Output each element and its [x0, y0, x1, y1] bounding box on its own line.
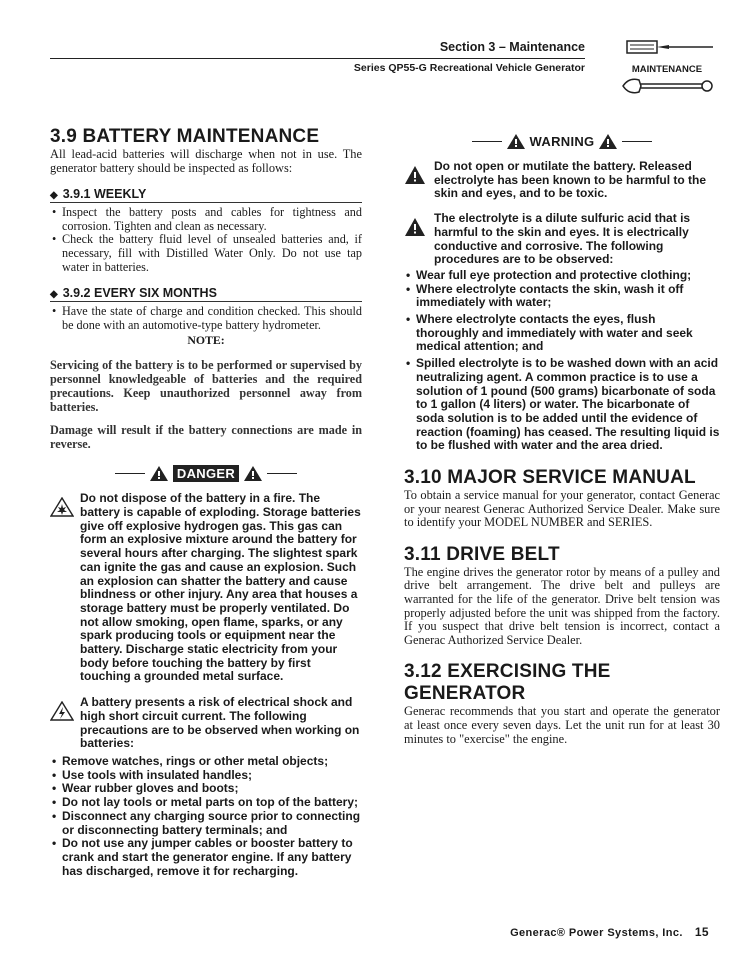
note-text-2: Damage will result if the battery connections are made in reverse. [50, 423, 362, 452]
warning-block-2 [404, 212, 720, 267]
exercise-text: Generac recommends that you start and operate the generator at least once every seven days. Let the unit run for at least 30 minutes to "exercise" the engine. [404, 704, 720, 746]
wrench-icon [617, 75, 717, 97]
explosion-hazard-icon [50, 497, 74, 517]
note-text-1: Servicing of the battery is to be performed or supervised by personnel knowledgeable of batteries and the required precautions. Keep unauthorized personnel away from batteries. [50, 358, 362, 415]
left-column [50, 126, 362, 878]
tab-label: MAINTENANCE [631, 64, 703, 75]
warning-label: WARNING [529, 134, 595, 149]
battery-intro: All lead-acid batteries will discharge when not in use. The generator battery should be inspected as follows: [50, 147, 362, 175]
exercising-heading: 3.12 EXERCISING THE GENERATOR [404, 661, 611, 705]
list-item: • Remove watches, rings or other metal objects; [50, 755, 362, 769]
list-item: • Inspect the battery posts and cables for tightness and corrosion. Tighten and clean as necessary. [50, 206, 362, 233]
six-months-heading: ◆ 3.9.2 EVERY SIX MONTHS [50, 286, 362, 302]
list-item: • Check the battery fluid level of unsealed batteries and, if necessary, fill with Distilled Water Only. Do not use tap water in batteries. [50, 233, 362, 274]
series-title: Series QP55-G Recreational Vehicle Generator [353, 62, 585, 74]
electric-shock-icon [50, 701, 74, 721]
danger-precautions-list [50, 755, 362, 878]
warning-procedures-list [404, 269, 720, 453]
warning-triangle-icon [598, 133, 618, 150]
company-name: Generac® Power Systems, Inc. [510, 927, 683, 939]
list-item: • Use tools with insulated handles; [50, 769, 362, 783]
section-title: Section 3 – Maintenance [50, 40, 585, 59]
warning-banner [404, 133, 720, 150]
belt-text: The engine drives the generator rotor by means of a pulley and drive belt arrangement. The drive belt and pulleys are warranted for the life of the generator. Drive belt tension was properly adjusted before the unit was shipped from the factory. If you suspect that drive belt tension is incorrect, contact a Generac Authorized Service Dealer. [404, 564, 720, 647]
danger-text-2: A battery presents a risk of electrical shock and high short circuit current. The following precautions are to be observed when working on batteries: [80, 695, 360, 751]
maintenance-tab [612, 37, 722, 102]
diamond-icon: ◆ [50, 190, 58, 202]
list-item: • Disconnect any charging source prior to connecting or disconnecting battery terminals; and [50, 810, 362, 837]
wrench-icon [617, 37, 717, 57]
list-item: • Do not lay tools or metal parts on top of the battery; [50, 796, 362, 810]
diamond-icon: ◆ [50, 289, 58, 301]
list-item: • Spilled electrolyte is to be washed down with an acid neutralizing agent. A common practice is to use a solution of 1 pound (500 grams) bicarbonate of soda to 1 gallon (4 liters) or water. The bicarbonate of soda solution is to be added until the evidence of reaction (foaming) has ceased. The resulting liquid is to be flushed with water and the area dried. [404, 357, 720, 453]
drive-belt-heading: 3.11 DRIVE BELT [404, 543, 560, 565]
danger-label: DANGER [173, 465, 239, 482]
list-item: • Have the state of charge and condition checked. This should be done with an automotive-type battery hydrometer. [50, 305, 362, 332]
note-title: NOTE: [187, 333, 225, 348]
weekly-heading: ◆ 3.9.1 WEEKLY [50, 187, 362, 203]
warning-triangle-icon [404, 217, 426, 237]
list-item: • Wear rubber gloves and boots; [50, 782, 362, 796]
list-item: • Wear full eye protection and protective clothing; [404, 269, 720, 283]
danger-banner [50, 465, 362, 482]
list-item: • Where electrolyte contacts the eyes, flush thoroughly and immediately with water and seek medical attention; and [404, 313, 720, 354]
warning-text-2: The electrolyte is a dilute sulfuric acid that is harmful to the skin and eyes. It is electrically conductive and corrosive. The following procedures are to be observed: [434, 211, 691, 267]
weekly-list [50, 206, 362, 274]
page-footer [510, 925, 709, 939]
danger-text-1: Do not dispose of the battery in a fire. The battery is capable of exploding. Storage batteries give off explosive hydrogen gas. This gas can form an explosive mixture around the battery for several hours after charging. The slightest spark can ignite the gas and cause an explosion. Such an explosion can shatter the battery and cause blindness or other injury. Any area that houses a storage battery must be properly ventilated. Do not allow smoking, open flame, sparks, or any spark producing tools or equipment near the battery. Discharge static electricity from your body before touching the battery by first touching a grounded metal surface. [80, 491, 361, 684]
right-column [404, 133, 720, 746]
danger-shock-block [50, 696, 362, 751]
warning-block-1 [404, 160, 720, 201]
warning-triangle-icon [243, 465, 263, 482]
list-item: • Where electrolyte contacts the skin, wash it off immediately with water; [404, 283, 720, 310]
major-service-manual-heading: 3.10 MAJOR SERVICE MANUAL [404, 467, 696, 489]
page-number: 15 [694, 925, 709, 939]
warning-triangle-icon [149, 465, 169, 482]
warning-triangle-icon [404, 165, 426, 185]
battery-maintenance-heading: 3.9 BATTERY MAINTENANCE [50, 126, 320, 147]
manual-text: To obtain a service manual for your generator, contact Generac or your nearest Generac Authorized Service Dealer. Make sure to identify your MODEL NUMBER and SERIES. [404, 488, 720, 530]
warning-text-1: Do not open or mutilate the battery. Released electrolyte has been known to be harmful to the skin and eyes, and to be toxic. [434, 159, 707, 201]
danger-fire-block [50, 492, 362, 684]
six-months-list [50, 305, 362, 332]
list-item: • Do not use any jumper cables or booster battery to crank and start the generator engine. If any battery has discharged, remove it for recharging. [50, 837, 362, 878]
warning-triangle-icon [506, 133, 526, 150]
page-header [50, 40, 585, 74]
